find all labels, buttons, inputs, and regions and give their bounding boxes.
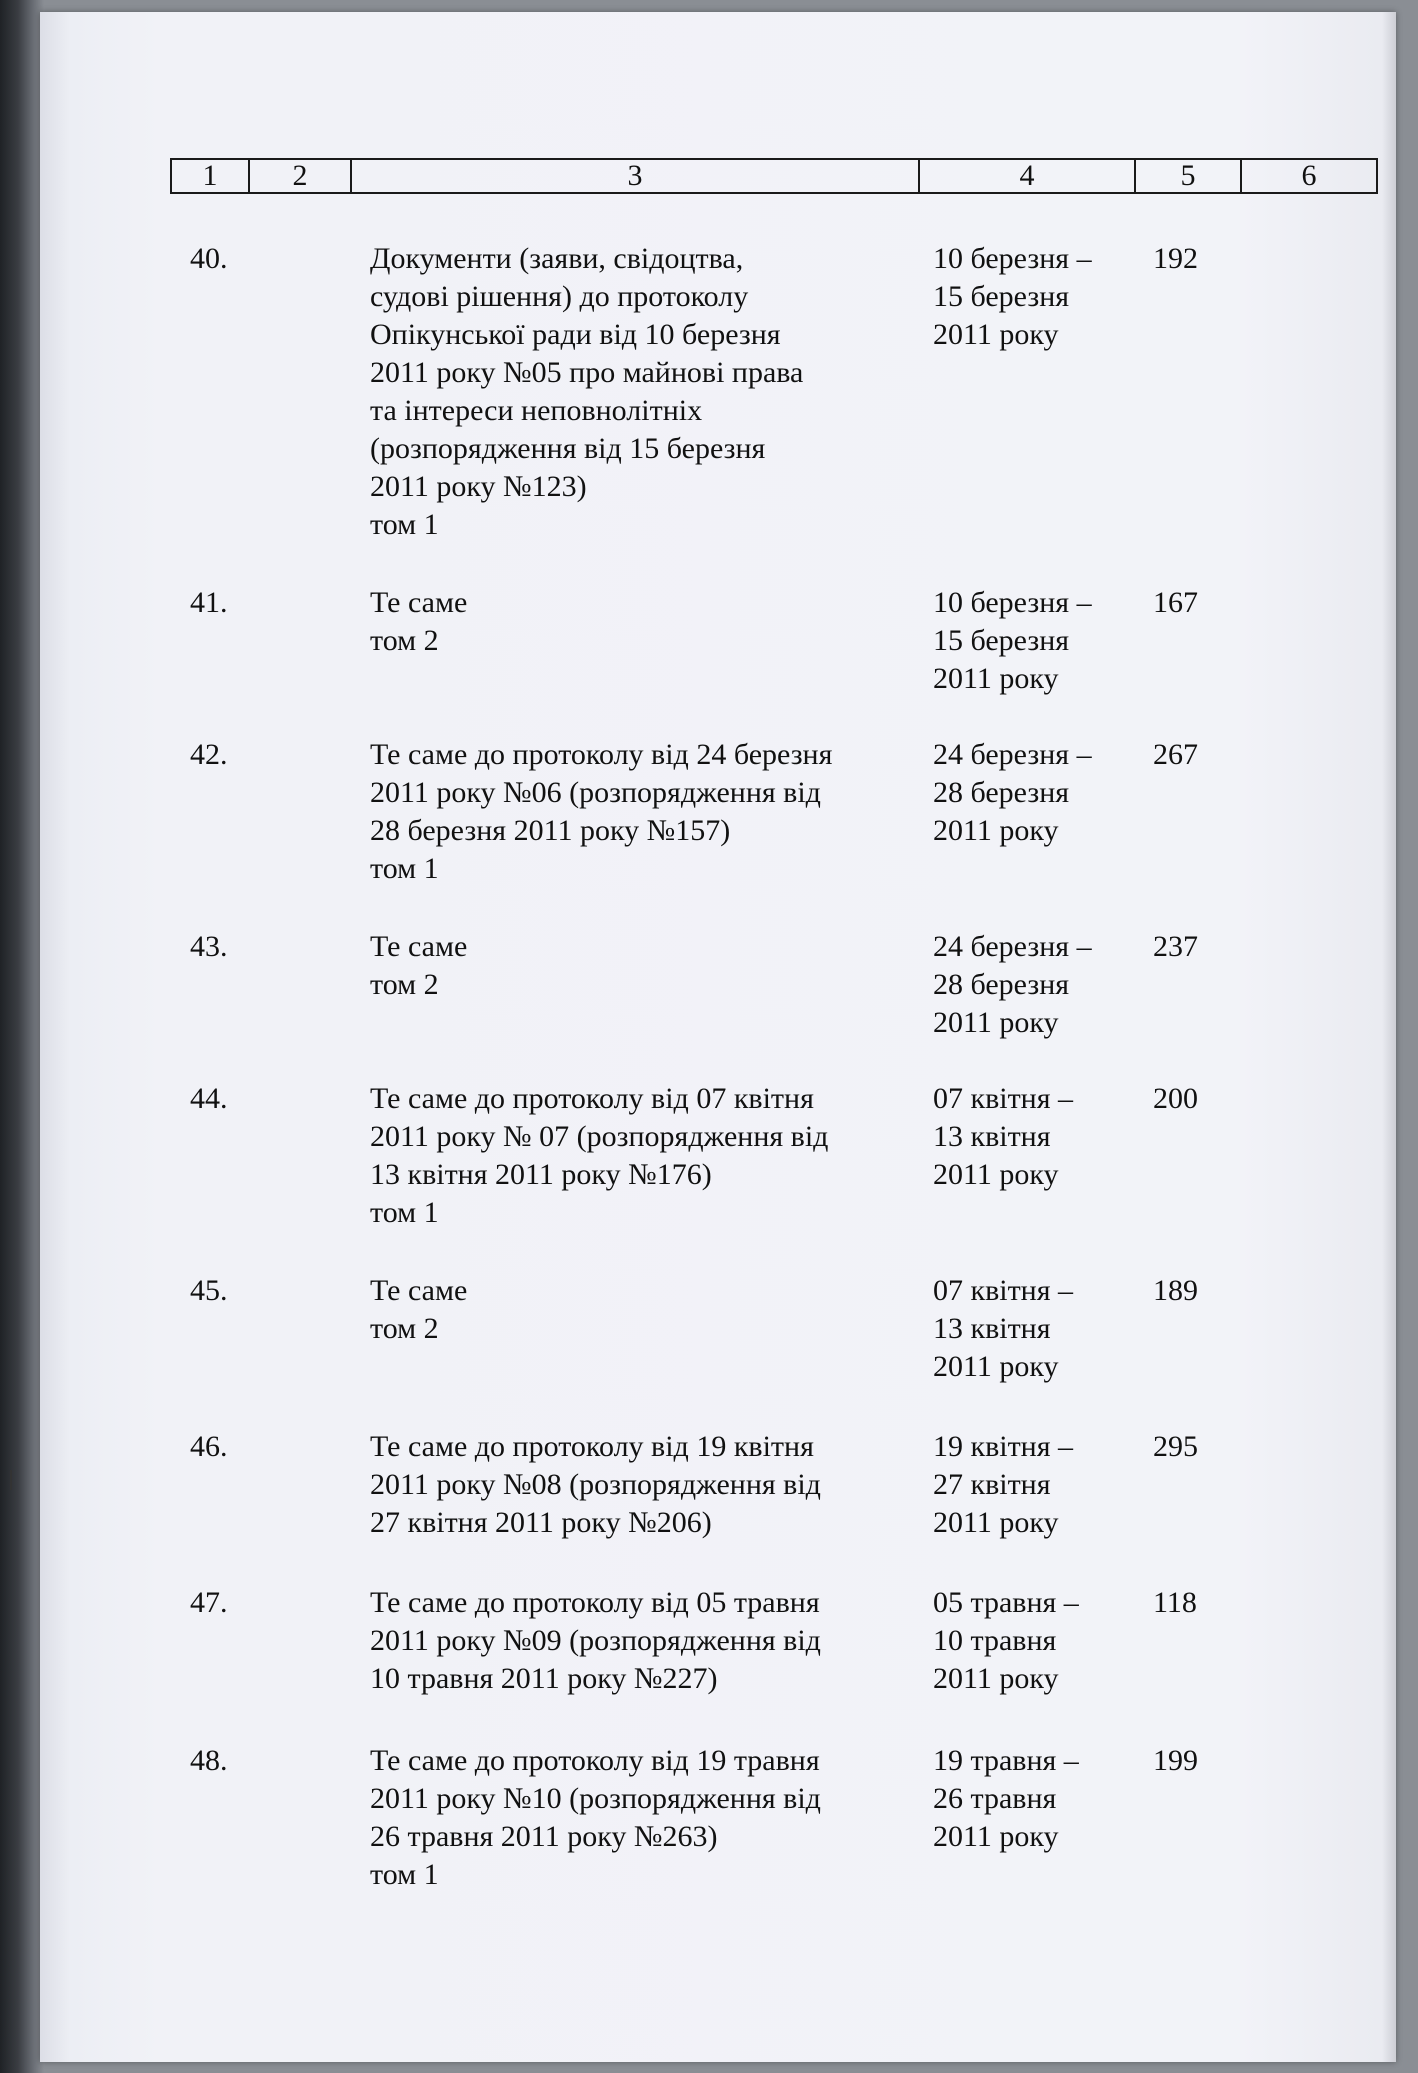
description-line: та інтереси неповнолітніх — [370, 394, 703, 427]
description-line: судові рішення) до протоколу — [370, 280, 749, 313]
entry-page-count: 192 — [1153, 242, 1198, 275]
entry-date-range — [933, 1742, 1079, 1856]
date-line: 07 квітня – — [933, 1274, 1074, 1307]
date-line: 24 березня – — [933, 738, 1092, 771]
entry-page-count: 199 — [1153, 1744, 1198, 1777]
header-col-6: 6 — [1241, 159, 1377, 193]
binding-mark — [10, 1470, 18, 1490]
entry-description — [370, 240, 930, 544]
date-line: 27 квітня — [933, 1468, 1051, 1501]
entry-number: 46. — [190, 1430, 228, 1463]
entry-page-count: 267 — [1153, 738, 1198, 771]
entry-date-range — [933, 1080, 1073, 1194]
header-col-2: 2 — [249, 159, 351, 193]
date-line: 2011 року — [933, 1006, 1059, 1039]
description-line: 27 квітня 2011 року №206) — [370, 1506, 712, 1539]
date-line: 2011 року — [933, 814, 1059, 847]
date-line: 05 травня – — [933, 1586, 1079, 1619]
date-line: 10 березня – — [933, 242, 1092, 275]
entry-date-range — [933, 584, 1092, 698]
entry-date-range — [933, 1428, 1073, 1542]
entry-number: 42. — [190, 738, 228, 771]
description-line: Те саме до протоколу від 19 квітня — [370, 1430, 814, 1463]
entry-date-range — [933, 928, 1092, 1042]
date-line: 13 квітня — [933, 1312, 1051, 1345]
entry-page-count: 167 — [1153, 586, 1198, 619]
header-col-4: 4 — [919, 159, 1135, 193]
date-line: 10 травня — [933, 1624, 1057, 1657]
date-line: 15 березня — [933, 624, 1070, 657]
date-line: 15 березня — [933, 280, 1070, 313]
entry-description — [370, 736, 930, 888]
entry-page-count: 200 — [1153, 1082, 1198, 1115]
date-line: 2011 року — [933, 1820, 1059, 1853]
entry-number: 48. — [190, 1744, 228, 1777]
document-page — [40, 12, 1396, 2062]
entry-number: 43. — [190, 930, 228, 963]
entry-page-count: 189 — [1153, 1274, 1198, 1307]
entry-description — [370, 1272, 930, 1348]
entry-number: 45. — [190, 1274, 228, 1307]
entry-page-count: 237 — [1153, 930, 1198, 963]
date-line: 2011 року — [933, 1506, 1059, 1539]
description-line: 2011 року №06 (розпорядження від — [370, 776, 821, 809]
date-line: 10 березня – — [933, 586, 1092, 619]
entry-date-range — [933, 240, 1092, 354]
description-line: 13 квітня 2011 року №176) — [370, 1158, 712, 1191]
entry-description — [370, 928, 930, 1004]
header-col-5: 5 — [1135, 159, 1241, 193]
date-line: 28 березня — [933, 968, 1070, 1001]
header-col-3: 3 — [351, 159, 919, 193]
description-line: Те саме до протоколу від 07 квітня — [370, 1082, 814, 1115]
description-line: том 2 — [370, 968, 439, 1001]
date-line: 2011 року — [933, 662, 1059, 695]
description-line: том 1 — [370, 508, 439, 541]
header-col-1: 1 — [171, 159, 249, 193]
entries-list — [40, 12, 1396, 2062]
entry-page-count: 118 — [1153, 1586, 1197, 1619]
date-line: 26 травня — [933, 1782, 1057, 1815]
entry-number: 40. — [190, 242, 228, 275]
date-line: 07 квітня – — [933, 1082, 1074, 1115]
entry-description — [370, 1584, 930, 1698]
description-line: том 2 — [370, 624, 439, 657]
description-line: (розпорядження від 15 березня — [370, 432, 766, 465]
description-line: Те саме до протоколу від 24 березня — [370, 738, 833, 771]
description-line: том 2 — [370, 1312, 439, 1345]
description-line: 26 травня 2011 року №263) — [370, 1820, 718, 1853]
date-line: 2011 року — [933, 1662, 1059, 1695]
date-line: 2011 року — [933, 318, 1059, 351]
description-line: Документи (заяви, свідоцтва, — [370, 242, 744, 275]
description-line: Опікунської ради від 10 березня — [370, 318, 781, 351]
description-line: 10 травня 2011 року №227) — [370, 1662, 718, 1695]
description-line: Те саме — [370, 930, 468, 963]
date-line: 13 квітня — [933, 1120, 1051, 1153]
date-line: 28 березня — [933, 776, 1070, 809]
entry-number: 44. — [190, 1082, 228, 1115]
description-line: 2011 року №10 (розпорядження від — [370, 1782, 821, 1815]
description-line: 2011 року №08 (розпорядження від — [370, 1468, 821, 1501]
entry-page-count: 295 — [1153, 1430, 1198, 1463]
description-line: Те саме — [370, 1274, 468, 1307]
description-line: 2011 року №123) — [370, 470, 587, 503]
date-line: 19 квітня – — [933, 1430, 1074, 1463]
entry-date-range — [933, 736, 1092, 850]
date-line: 2011 року — [933, 1158, 1059, 1191]
entry-number: 47. — [190, 1586, 228, 1619]
description-line: том 1 — [370, 852, 439, 885]
entry-date-range — [933, 1584, 1079, 1698]
entry-description — [370, 1080, 930, 1232]
description-line: том 1 — [370, 1196, 439, 1229]
entry-description — [370, 1428, 930, 1542]
entry-number: 41. — [190, 586, 228, 619]
entry-description — [370, 584, 930, 660]
description-line: 2011 року № 07 (розпорядження від — [370, 1120, 829, 1153]
entry-date-range — [933, 1272, 1073, 1386]
description-line: Те саме — [370, 586, 468, 619]
description-line: 2011 року №09 (розпорядження від — [370, 1624, 821, 1657]
description-line: 28 березня 2011 року №157) — [370, 814, 731, 847]
date-line: 19 травня – — [933, 1744, 1079, 1777]
entry-description — [370, 1742, 930, 1894]
description-line: 2011 року №05 про майнові права — [370, 356, 804, 389]
description-line: том 1 — [370, 1858, 439, 1891]
date-line: 2011 року — [933, 1350, 1059, 1383]
description-line: Те саме до протоколу від 05 травня — [370, 1586, 820, 1619]
date-line: 24 березня – — [933, 930, 1092, 963]
description-line: Те саме до протоколу від 19 травня — [370, 1744, 820, 1777]
